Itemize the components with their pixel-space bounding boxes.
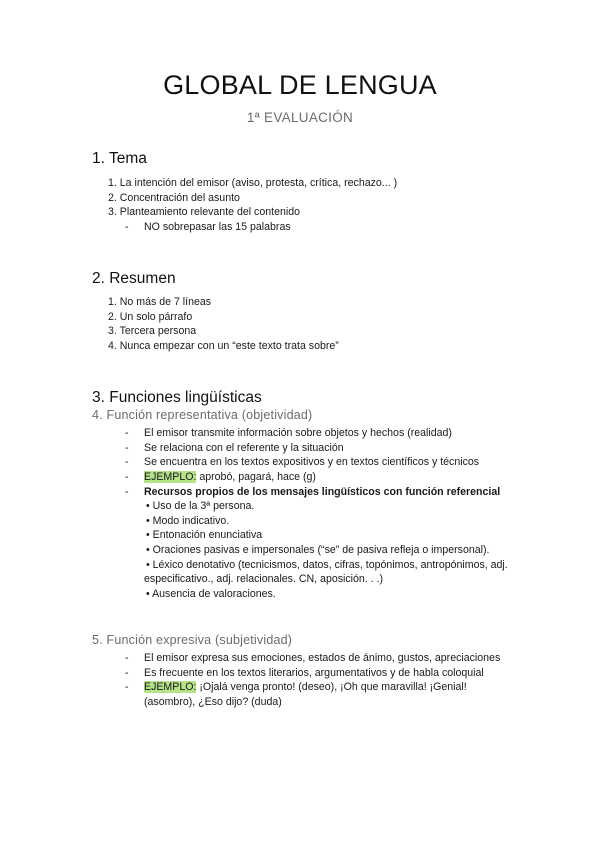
dash-marker: - (125, 471, 129, 483)
recursos-heading: Recursos propios de los mensajes lingüísticos con función referencial (144, 486, 501, 498)
list-item: 4. Nunca empezar con un “este texto trata sobre” (108, 340, 339, 352)
list-item: NO sobrepasar las 15 palabras (144, 221, 291, 233)
dash-marker: - (125, 652, 129, 664)
section-heading-representativa: 4. Función representativa (objetividad) (92, 408, 313, 422)
list-item: 2. Concentración del asunto (108, 192, 240, 204)
ejemplo-text: aprobó, pagará, hace (g) (196, 471, 316, 483)
document-title: GLOBAL DE LENGUA (163, 70, 437, 100)
list-item: Se relaciona con el referente y la situación (144, 442, 344, 454)
ejemplo-text: ¡Ojalá venga pronto! (deseo), ¡Oh que maravilla! ¡Genial! (196, 681, 467, 693)
list-item: 3. Planteamiento relevante del contenido (108, 206, 300, 218)
bullet-item: • Uso de la 3ª persona. (146, 500, 255, 512)
list-item: Es frecuente en los textos literarios, argumentativos y de habla coloquial (144, 667, 484, 679)
dash-marker: - (125, 427, 129, 439)
bullet-item: • Oraciones pasivas e impersonales (“se” de pasiva refleja o impersonal). (146, 544, 490, 556)
section-heading-funciones: 3. Funciones lingüísticas (92, 389, 262, 406)
list-item: El emisor expresa sus emociones, estados de ánimo, gustos, apreciaciones (144, 652, 501, 664)
list-item: 1. No más de 7 líneas (108, 296, 212, 308)
ejemplo-line (144, 471, 316, 483)
section-heading-resumen: 2. Resumen (92, 270, 176, 287)
list-item: Se encuentra en los textos expositivos y en textos científicos y técnicos (144, 456, 480, 468)
dash-marker: - (125, 456, 129, 468)
list-item: El emisor transmite información sobre objetos y hechos (realidad) (144, 427, 452, 439)
bullet-item: • Ausencia de valoraciones. (146, 588, 276, 600)
list-item: 2. Un solo párrafo (108, 311, 193, 323)
ejemplo-highlight: EJEMPLO: (144, 471, 197, 483)
dash-marker: - (125, 221, 129, 233)
section-heading-tema: 1. Tema (92, 150, 147, 167)
bullet-item: • Léxico denotativo (tecnicismos, datos, cifras, topónimos, antropónimos, adj. (146, 559, 508, 571)
ejemplo-line (144, 681, 467, 693)
list-item: 1. La intención del emisor (aviso, protesta, crítica, rechazo... ) (108, 177, 398, 189)
bullet-item-continuation: especificativo., adj. relacionales. CN, aposición. . .) (144, 573, 384, 585)
bullet-item: • Entonación enunciativa (146, 529, 263, 541)
dash-marker: - (125, 667, 129, 679)
dash-marker: - (125, 681, 129, 693)
list-item: 3. Tercera persona (108, 325, 197, 337)
document-subtitle: 1ª EVALUACIÓN (246, 110, 354, 125)
ejemplo-highlight: EJEMPLO: (144, 681, 197, 693)
ejemplo-continuation: (asombro), ¿Eso dijo? (duda) (144, 696, 282, 708)
dash-marker: - (125, 486, 129, 498)
section-heading-expresiva: 5. Función expresiva (subjetividad) (92, 633, 293, 647)
bullet-item: • Modo indicativo. (146, 515, 230, 527)
dash-marker: - (125, 442, 129, 454)
